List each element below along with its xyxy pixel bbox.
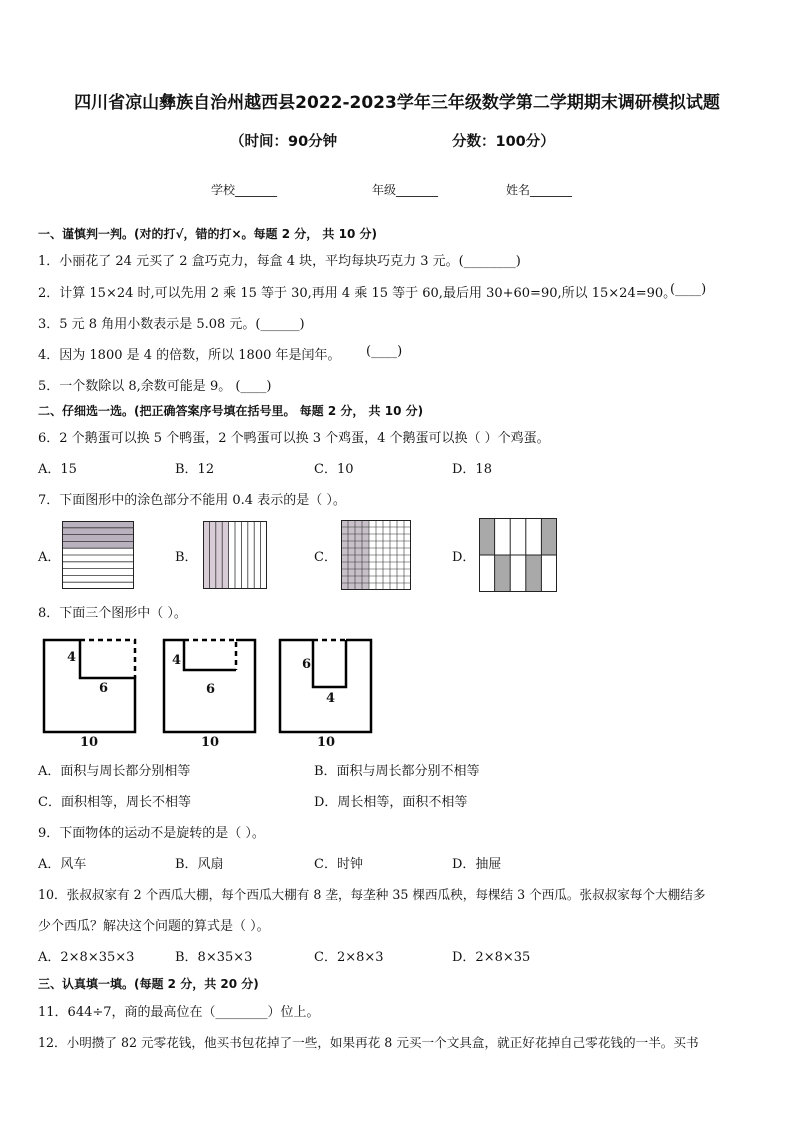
q8-f2-side: 4 (172, 653, 182, 668)
section2-heading: 二、仔细选一选。(把正确答案序号填在括号里。 每题 2 分， 共 10 分) (38, 404, 424, 418)
q7-option-c-label: C． (314, 550, 337, 565)
q8-figure-1 (44, 640, 138, 734)
q10-option-b: B．8×35×3 (175, 950, 253, 965)
q8-figure-3 (280, 640, 374, 734)
question-9: 9．下面物体的运动不是旋转的是（ ）。 (38, 826, 265, 841)
q8-f1-side: 4 (67, 650, 77, 665)
q7-option-b-label: B． (175, 550, 198, 565)
q8-f3-inner: 4 (326, 691, 336, 706)
q7-figure-b (203, 521, 267, 589)
q6-option-c: C．10 (314, 462, 354, 477)
q7-option-d-label: D． (452, 550, 476, 565)
question-2: 2．计算 15×24 时,可以先用 2 乘 15 等于 30,再用 4 乘 15 等于 60,最后用 30+60=90,所以 15×24=90。 (38, 286, 677, 301)
question-1: 1．小丽花了 24 元买了 2 盒巧克力，每盒 4 块，平均每块巧克力 3 元。(________) (38, 254, 521, 269)
q6-option-b: B．12 (175, 462, 215, 477)
question-4-blank: (____) (366, 344, 403, 359)
page-title: 四川省凉山彝族自治州越西县2022-2023学年三年级数学第二学期期末调研模拟试题 (74, 93, 720, 113)
q8-f1-inner: 6 (99, 681, 109, 696)
q8-f3-bottom: 10 (317, 735, 336, 750)
question-4: 4．因为 1800 是 4 的倍数，所以 1800 年是闰年。 (38, 348, 341, 363)
question-2-blank: (____) (670, 282, 707, 297)
q6-option-a: A．15 (38, 462, 77, 477)
q8-f2-bottom: 10 (201, 735, 220, 750)
exam-time: （时间：90分钟 (230, 134, 338, 150)
q8-f2-inner: 6 (206, 682, 216, 697)
q8-option-a: A．面积与周长都分别相等 (38, 764, 191, 779)
question-3: 3．5 元 8 角用小数表示是 5.08 元。(______) (38, 317, 305, 332)
q10-option-a: A．2×8×35×3 (38, 950, 135, 965)
q7-figure-c (341, 520, 411, 590)
question-10-line2: 少个西瓜？解决这个问题的算式是（ ）。 (38, 919, 270, 934)
question-12: 12．小明攒了 82 元零花钱，他买书包花掉了一些，如果再花 8 元买一个文具盒，就正好花掉自己零花钱的一半。买书 (38, 1035, 699, 1050)
question-5: 5．一个数除以 8,余数可能是 9。 (____) (38, 379, 272, 394)
question-6: 6．2 个鹅蛋可以换 5 个鸭蛋，2 个鸭蛋可以换 3 个鸡蛋，4 个鹅蛋可以换（ ）个鸡蛋。 (38, 431, 550, 446)
q9-option-d: D．抽屉 (452, 857, 502, 872)
q8-option-c: C．面积相等，周长不相等 (38, 795, 191, 810)
section1-heading: 一、谨慎判一判。(对的打√，错的打×。每题 2 分， 共 10 分) (38, 227, 377, 241)
question-10-line1: 10．张叔叔家有 2 个西瓜大棚，每个西瓜大棚有 8 垄，每垄种 35 棵西瓜秧，每棵结 3 个西瓜。张叔叔家每个大棚结多 (38, 887, 706, 902)
q9-option-b: B．风扇 (175, 857, 224, 872)
exam-score: 分数：100分） (452, 134, 555, 150)
q7-figure-d (479, 518, 557, 592)
q7-figure-a (62, 521, 134, 589)
question-8: 8．下面三个图形中（ ）。 (38, 606, 187, 621)
q8-option-b: B．面积与周长都分别不相等 (314, 764, 480, 779)
name-field: 姓名_______ (506, 183, 573, 197)
q6-option-d: D．18 (452, 462, 492, 477)
school-field: 学校_______ (211, 183, 278, 197)
q8-option-d: D．周长相等，面积不相等 (314, 795, 468, 810)
q7-option-a-label: A． (38, 550, 61, 565)
q10-option-d: D．2×8×35 (452, 950, 531, 965)
q8-f3-side: 6 (302, 657, 312, 672)
q9-option-a: A．风车 (38, 857, 87, 872)
q9-option-c: C．时钟 (314, 857, 363, 872)
grade-field: 年级_______ (372, 183, 439, 197)
q10-option-c: C．2×8×3 (314, 950, 384, 965)
question-7: 7．下面图形中的涂色部分不能用 0.4 表示的是（ ）。 (38, 493, 346, 508)
section3-heading: 三、认真填一填。(每题 2 分，共 20 分) (38, 977, 259, 991)
q8-f1-bottom: 10 (80, 735, 99, 750)
question-11: 11．644÷7，商的最高位在（________）位上。 (38, 1005, 320, 1020)
